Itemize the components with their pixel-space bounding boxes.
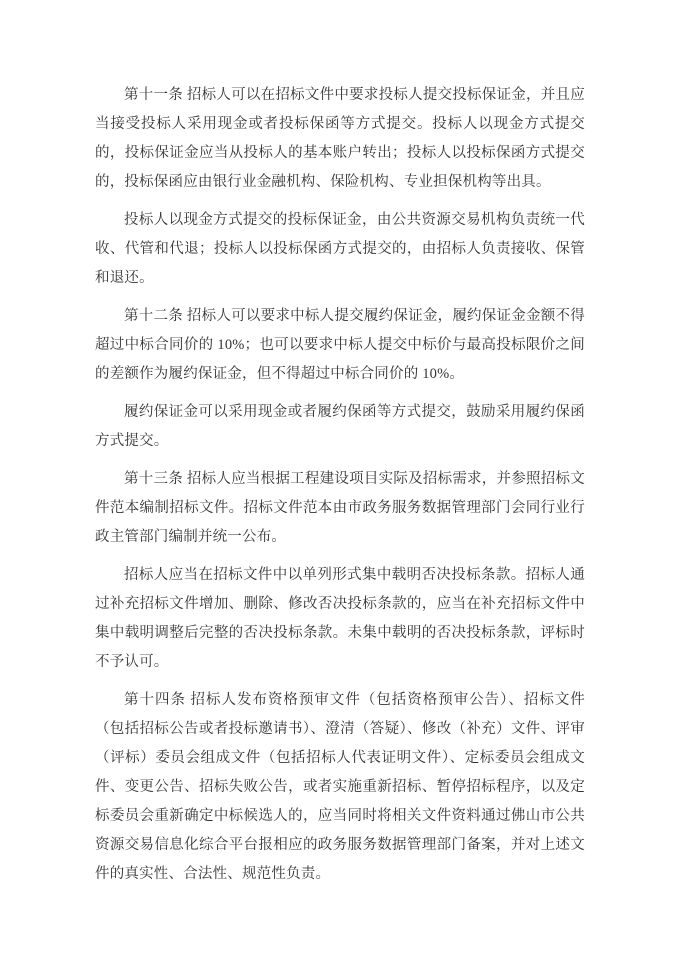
paragraph: 投标人以现金方式提交的投标保证金，由公共资源交易机构负责统一代收、代管和代退；投标人以投标保函方式提交的，由招标人负责接收、保管和退还。 — [95, 212, 585, 286]
paragraph: 第十二条 招标人可以要求中标人提交履约保证金，履约保证金金额不得超过中标合同价的 10%；也可以要求中标人提交中标价与最高投标限价之间的差额作为履约保证金，但不得超过中标合同价的 10%。 — [95, 308, 585, 382]
paragraph: 第十一条 招标人可以在招标文件中要求投标人提交投标保证金，并且应当接受投标人采用现金或者投标保函等方式提交。投标人以现金方式提交的，投标保证金应当从投标人的基本账户转出；投标人以投标保函方式提交的，投标保函应由银行业金融机构、保险机构、专业担保机构等出具。 — [95, 87, 585, 190]
document-content — [95, 81, 585, 889]
paragraph: 第十三条 招标人应当根据工程建设项目实际及招标需求，并参照招标文件范本编制招标文件。招标文件范本由市政务服务数据管理部门会同行业行政主管部门编制并统一公布。 — [95, 471, 585, 545]
paragraph: 招标人应当在招标文件中以单列形式集中载明否决投标条款。招标人通过补充招标文件增加、删除、修改否决投标条款的，应当在补充招标文件中集中载明调整后完整的否决投标条款。未集中载明的否决投标条款，评标时不予认可。 — [95, 567, 585, 670]
paragraph: 第十四条 招标人发布资格预审文件（包括资格预审公告）、招标文件（包括招标公告或者投标邀请书）、澄清（答疑）、修改（补充）文件、评审（评标）委员会组成文件（包括招标人代表证明文件）、定标委员会组成文件、变更公告、招标失败公告，或者实施重新招标、暂停招标程序，以及定标委员会重新确定中标候选人的，应当同时将相关文件资料通过佛山市公共资源交易信息化综合平台报相应的政务服务数据管理部门备案，并对上述文件的真实性、合法性、规范性负责。 — [95, 692, 585, 882]
paragraph: 履约保证金可以采用现金或者履约保函等方式提交，鼓励采用履约保函方式提交。 — [95, 404, 585, 449]
